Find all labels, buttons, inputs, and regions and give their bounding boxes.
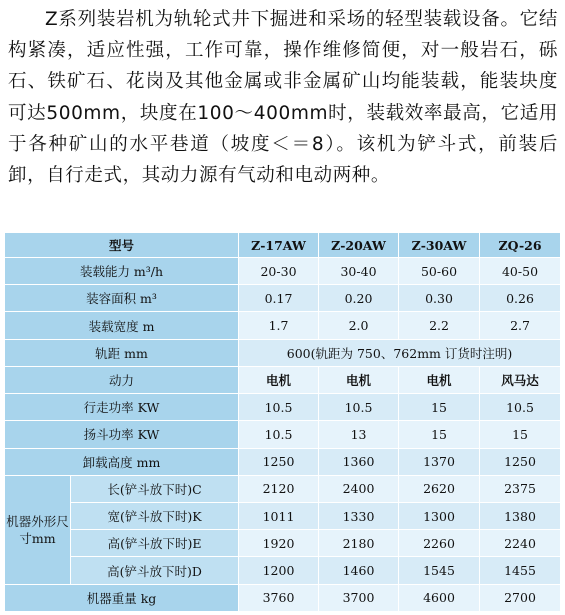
- cell-value: 0.17: [239, 285, 319, 312]
- row-label: 动力: [5, 366, 239, 393]
- table-row: [5, 421, 561, 448]
- cell-value: 1250: [239, 448, 319, 475]
- table-header-row: [5, 233, 561, 258]
- table-row: [5, 366, 561, 393]
- table-row: [5, 530, 561, 557]
- cell-value: 1370: [399, 448, 480, 475]
- row-label: 高(铲斗放下时)D: [71, 557, 239, 584]
- merged-cell-value: 600(轨距为 750、762mm 订货时注明): [239, 339, 561, 366]
- cell-value: 2620: [399, 475, 480, 502]
- cell-value: 1300: [399, 502, 480, 529]
- header-model: Z-17AW: [239, 233, 319, 258]
- cell-value: 2.2: [399, 312, 480, 339]
- cell-value: 10.5: [480, 394, 561, 421]
- cell-value: 2.0: [319, 312, 399, 339]
- table-row: [5, 502, 561, 529]
- cell-value: 1545: [399, 557, 480, 584]
- cell-value: 1920: [239, 530, 319, 557]
- cell-value: 2400: [319, 475, 399, 502]
- cell-value: 50-60: [399, 258, 480, 285]
- cell-value: 1380: [480, 502, 561, 529]
- cell-value: 电机: [239, 366, 319, 393]
- cell-value: 电机: [319, 366, 399, 393]
- table-row: [5, 394, 561, 421]
- cell-value: 10.5: [319, 394, 399, 421]
- header-model: ZQ-26: [480, 233, 561, 258]
- cell-value: 20-30: [239, 258, 319, 285]
- cell-value: 30-40: [319, 258, 399, 285]
- row-label: 宽(铲斗放下时)K: [71, 502, 239, 529]
- table-row: [5, 312, 561, 339]
- cell-value: 2260: [399, 530, 480, 557]
- cell-value: 10.5: [239, 394, 319, 421]
- cell-value: 15: [480, 421, 561, 448]
- cell-value: 2120: [239, 475, 319, 502]
- table-row: [5, 285, 561, 312]
- intro-paragraph: Z系列装岩机为轨轮式井下掘进和采场的轻型装载设备。它结构紧凑，适应性强，工作可靠，操作维修简便，对一般岩石，砾石、铁矿石、花岗及其他金属或非金属矿山均能装载，能装块度可达500mm，块度在100～400mm时，装载效率最高，它适用于各种矿山的水平巷道（坡度＜＝8）。该机为铲斗式，前装后卸，自行走式，其动力源有气动和电动两种。: [8, 9, 558, 187]
- cell-value: 0.26: [480, 285, 561, 312]
- cell-value: 1455: [480, 557, 561, 584]
- header-model: Z-20AW: [319, 233, 399, 258]
- cell-value: 1360: [319, 448, 399, 475]
- cell-value: 3700: [319, 584, 399, 611]
- header-model: Z-30AW: [399, 233, 480, 258]
- cell-value: 1460: [319, 557, 399, 584]
- cell-value: 15: [399, 421, 480, 448]
- cell-value: 1.7: [239, 312, 319, 339]
- row-label: 轨距 mm: [5, 339, 239, 366]
- cell-value: 1011: [239, 502, 319, 529]
- table-row: [5, 475, 561, 502]
- row-label: 扬斗功率 KW: [5, 421, 239, 448]
- cell-value: 2.7: [480, 312, 561, 339]
- table-row: [5, 448, 561, 475]
- cell-value: 1200: [239, 557, 319, 584]
- table-row: [5, 584, 561, 611]
- cell-value: 0.20: [319, 285, 399, 312]
- cell-value: 3760: [239, 584, 319, 611]
- cell-value: 10.5: [239, 421, 319, 448]
- cell-value: 4600: [399, 584, 480, 611]
- cell-value: 电机: [399, 366, 480, 393]
- table-row: [5, 557, 561, 584]
- cell-value: 13: [319, 421, 399, 448]
- dimension-group-label: 机器外形尺寸mm: [5, 475, 71, 584]
- cell-value: 2700: [480, 584, 561, 611]
- row-label: 高(铲斗放下时)E: [71, 530, 239, 557]
- row-label: 装载能力 m³/h: [5, 258, 239, 285]
- row-label: 行走功率 KW: [5, 394, 239, 421]
- row-label: 装载宽度 m: [5, 312, 239, 339]
- cell-value: 2240: [480, 530, 561, 557]
- cell-value: 15: [399, 394, 480, 421]
- cell-value: 2375: [480, 475, 561, 502]
- table-row: [5, 258, 561, 285]
- header-model-label: 型号: [5, 233, 239, 258]
- row-label: 装容面积 m³: [5, 285, 239, 312]
- row-label: 卸载高度 mm: [5, 448, 239, 475]
- cell-value: 风马达: [480, 366, 561, 393]
- spec-table: [4, 232, 561, 612]
- cell-value: 40-50: [480, 258, 561, 285]
- cell-value: 1250: [480, 448, 561, 475]
- row-label: 长(铲斗放下时)C: [71, 475, 239, 502]
- table-row: [5, 339, 561, 366]
- row-label: 机器重量 kg: [5, 584, 239, 611]
- cell-value: 0.30: [399, 285, 480, 312]
- cell-value: 1330: [319, 502, 399, 529]
- cell-value: 2180: [319, 530, 399, 557]
